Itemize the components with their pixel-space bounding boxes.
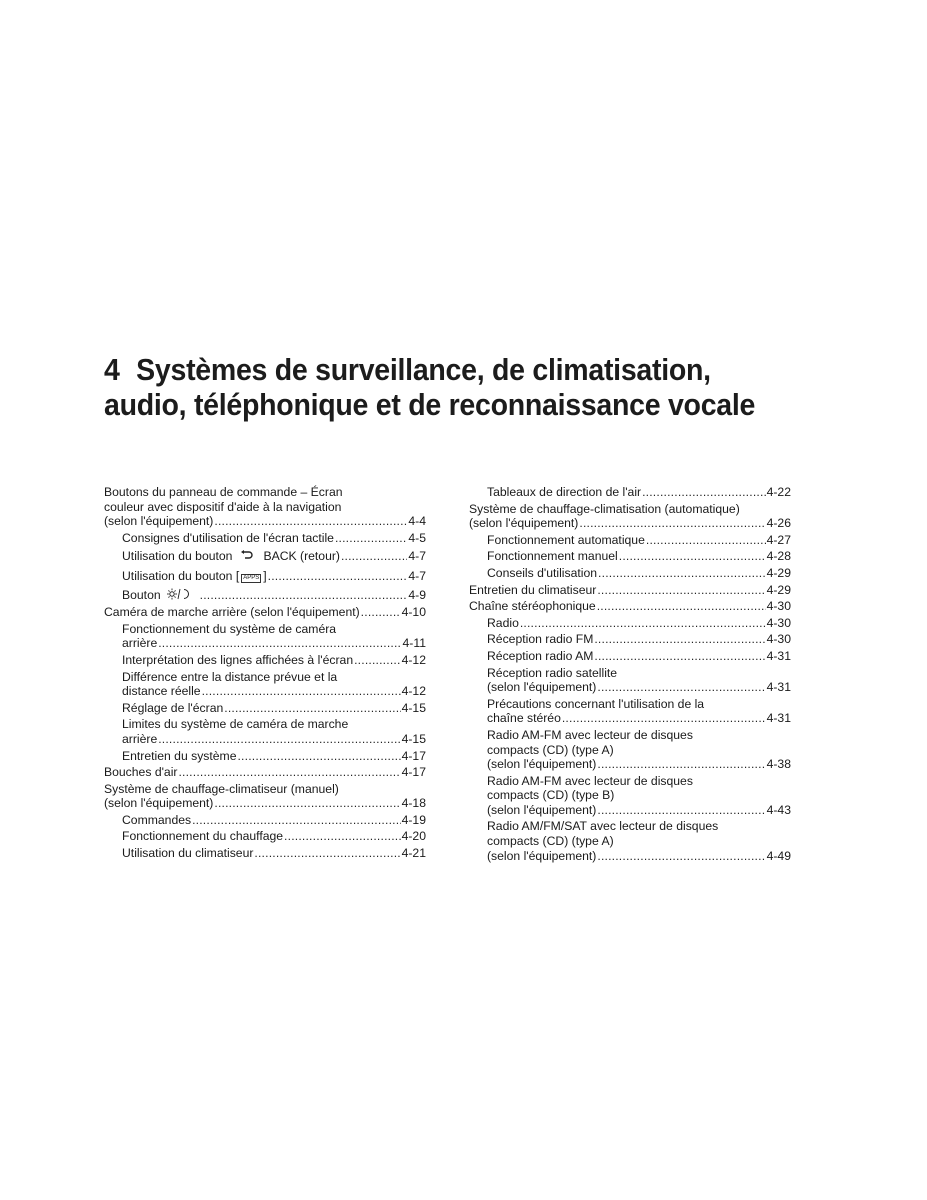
toc-entry-title: Fonctionnement manuel xyxy=(487,549,618,564)
page-number: 4-31 xyxy=(766,711,791,726)
page-number: 4-38 xyxy=(766,757,791,772)
dot-leader xyxy=(335,531,407,546)
toc-entry-line xyxy=(104,605,426,620)
toc-entry-line xyxy=(122,569,426,584)
toc-entry-title: (selon l'équipement) xyxy=(487,802,597,817)
dot-leader xyxy=(214,796,400,811)
dot-leader xyxy=(579,516,765,531)
page-number: 4-7 xyxy=(408,549,426,564)
page-number: 4-10 xyxy=(401,605,426,620)
toc-left-column xyxy=(104,483,426,861)
dot-leader xyxy=(361,605,401,620)
toc-entry[interactable] xyxy=(104,782,426,811)
toc-entry-line xyxy=(122,846,426,861)
dot-leader xyxy=(178,765,400,780)
dot-leader xyxy=(597,680,765,695)
toc-entry-line xyxy=(122,588,426,604)
page-number: 4-15 xyxy=(401,700,426,715)
toc-entry-text: Réception radio satellite xyxy=(487,665,618,680)
dot-leader xyxy=(284,829,401,844)
page-number: 4-30 xyxy=(766,615,791,630)
toc-entry-line xyxy=(122,813,426,828)
dot-leader xyxy=(354,653,400,668)
toc-entry[interactable] xyxy=(469,485,791,500)
dot-leader xyxy=(268,569,408,584)
toc-entry[interactable] xyxy=(104,605,426,620)
toc-entry-text: Limites du système de caméra de marche xyxy=(122,717,349,732)
toc-entry-line xyxy=(487,533,791,548)
toc-entry-text: Système de chauffage-climatisation (automatique) xyxy=(469,501,740,516)
toc-entry-text: compacts (CD) (type A) xyxy=(487,834,614,849)
page-number: 4-18 xyxy=(401,796,426,811)
toc-entry[interactable] xyxy=(469,549,791,564)
toc-entry-text: Boutons du panneau de commande – Écran xyxy=(104,485,343,499)
toc-entry[interactable] xyxy=(469,774,791,818)
toc-entry-line xyxy=(122,732,426,747)
dot-leader xyxy=(158,636,401,651)
toc-entry[interactable] xyxy=(104,549,426,565)
toc-entry[interactable] xyxy=(104,717,426,746)
dot-leader xyxy=(520,616,766,631)
toc-entry-text: Système de chauffage-climatiseur (manuel) xyxy=(104,781,339,796)
page-number: 4-30 xyxy=(766,632,791,647)
back-arrow-icon xyxy=(240,550,253,565)
dot-leader xyxy=(594,632,765,647)
toc-entry-title: chaîne stéréo xyxy=(487,711,561,726)
dot-leader xyxy=(200,588,408,603)
toc-entry-line xyxy=(122,749,426,764)
toc-entry[interactable] xyxy=(469,599,791,614)
sun-moon-icon xyxy=(167,588,189,604)
page-number: 4-49 xyxy=(766,848,791,863)
toc-entry-title: Fonctionnement automatique xyxy=(487,532,645,547)
toc-entry-title-part: ] xyxy=(263,568,267,583)
page-number: 4-17 xyxy=(401,748,426,763)
dot-leader xyxy=(597,849,765,864)
toc-entry-title: Réception radio FM xyxy=(487,632,594,647)
toc-entry[interactable] xyxy=(469,616,791,631)
toc-entry-text: Différence entre la distance prévue et la xyxy=(122,669,338,684)
dot-leader xyxy=(562,711,766,726)
toc-entry-line xyxy=(122,653,426,668)
toc-entry-title: (selon l'équipement) xyxy=(487,680,597,695)
toc-entry-title xyxy=(122,588,199,604)
toc-entry-title: distance réelle xyxy=(122,684,201,699)
toc-entry[interactable] xyxy=(104,846,426,861)
page-number: 4-21 xyxy=(401,846,426,861)
toc-entry-line xyxy=(487,849,791,864)
toc-entry-line xyxy=(487,549,791,564)
toc-entry[interactable] xyxy=(104,813,426,828)
page-number: 4-15 xyxy=(401,731,426,746)
toc-entry-title: Interprétation des lignes affichées à l'écran xyxy=(122,652,354,667)
toc-entry-text: couleur avec dispositif d'aide à la navigation xyxy=(104,499,342,514)
chapter-title-line-1 xyxy=(104,352,831,387)
toc-entry-line xyxy=(122,531,426,546)
toc-entry-title-part: Bouton xyxy=(122,587,161,602)
toc-entry[interactable] xyxy=(469,666,791,695)
page-number: 4-17 xyxy=(401,765,426,780)
page-number: 4-12 xyxy=(401,652,426,667)
toc-entry-line xyxy=(104,765,426,780)
toc-entry-title xyxy=(122,549,340,565)
toc-entry-title: (selon l'équipement) xyxy=(469,516,579,531)
dot-leader xyxy=(192,813,401,828)
toc-entry-title-part: BACK (retour) xyxy=(263,549,340,564)
toc-entry[interactable] xyxy=(104,653,426,668)
toc-entry-title: (selon l'équipement) xyxy=(104,796,214,811)
toc-entry-text: Radio AM-FM avec lecteur de disques xyxy=(487,727,693,742)
toc-entry-title: Conseils d'utilisation xyxy=(487,565,598,580)
toc-entry[interactable] xyxy=(469,533,791,548)
dot-leader xyxy=(597,803,765,818)
toc-entry-line xyxy=(469,583,791,598)
toc-entry-title: Consignes d'utilisation de l'écran tactile xyxy=(122,530,334,545)
chapter-number: 4 xyxy=(104,352,120,387)
page-number: 4-22 xyxy=(766,485,791,499)
toc-entry-line xyxy=(104,796,426,811)
toc-entry-title: Bouches d'air xyxy=(104,765,178,780)
toc-entry[interactable] xyxy=(104,588,426,604)
dot-leader xyxy=(341,549,407,564)
dot-leader xyxy=(224,701,400,716)
toc-entry-title: arrière xyxy=(122,731,158,746)
toc-entry-line xyxy=(487,485,791,500)
toc-entry-title: (selon l'équipement) xyxy=(104,514,214,529)
toc-entry[interactable] xyxy=(104,749,426,764)
dot-leader xyxy=(594,649,765,664)
toc-entry-title: Tableaux de direction de l'air xyxy=(487,485,642,499)
toc-entry-line xyxy=(122,701,426,716)
page-number: 4-29 xyxy=(766,565,791,580)
page-number: 4-12 xyxy=(401,684,426,699)
dot-leader xyxy=(597,757,765,772)
toc-entry[interactable] xyxy=(104,829,426,844)
toc-entry-text: Précautions concernant l'utilisation de la xyxy=(487,696,705,711)
toc-entry[interactable] xyxy=(469,583,791,598)
toc-entry-title xyxy=(122,569,267,584)
dot-leader xyxy=(597,599,766,614)
page-number: 4-9 xyxy=(408,587,426,602)
dot-leader xyxy=(237,749,400,764)
toc-entry-line xyxy=(487,566,791,581)
apps-icon: APPS xyxy=(243,574,260,581)
toc-entry-line xyxy=(487,711,791,726)
toc-entry-line xyxy=(122,636,426,651)
toc-entry-title: Radio xyxy=(487,615,519,630)
toc-entry[interactable] xyxy=(104,670,426,699)
toc-entry[interactable] xyxy=(469,649,791,664)
page-number: 4-31 xyxy=(766,680,791,695)
toc-entry[interactable] xyxy=(469,632,791,647)
toc-entry-line xyxy=(487,632,791,647)
toc-entry-title-part: Utilisation du bouton [ xyxy=(122,568,240,583)
chapter-title xyxy=(104,352,831,422)
toc-entry-line xyxy=(122,549,426,565)
toc-entry-title: Utilisation du climatiseur xyxy=(122,846,254,861)
page-number: 4-5 xyxy=(408,530,426,545)
toc-entry-line xyxy=(487,757,791,772)
toc-entry-text: Radio AM/FM/SAT avec lecteur de disques xyxy=(487,819,719,834)
dot-leader xyxy=(214,514,407,529)
toc-entry-text: Radio AM-FM avec lecteur de disques xyxy=(487,773,693,788)
dot-leader xyxy=(642,485,766,500)
toc-entry-title: Chaîne stéréophonique xyxy=(469,599,596,614)
page-number: 4-30 xyxy=(766,599,791,614)
toc-entry-line xyxy=(469,599,791,614)
toc-entry[interactable] xyxy=(104,569,426,584)
toc-entry-line xyxy=(122,829,426,844)
toc-entry[interactable] xyxy=(104,701,426,716)
toc-entry-title: Caméra de marche arrière (selon l'équipement) xyxy=(104,605,360,620)
page-number: 4-43 xyxy=(766,802,791,817)
toc-entry[interactable] xyxy=(104,531,426,546)
toc-entry-title: Réception radio AM xyxy=(487,648,594,663)
toc-entry-text: Fonctionnement du système de caméra xyxy=(122,621,337,636)
dot-leader xyxy=(619,549,766,564)
toc-entry[interactable] xyxy=(469,502,791,531)
toc-entry[interactable] xyxy=(104,765,426,780)
page-number: 4-20 xyxy=(401,829,426,844)
toc-entry-title: Commandes xyxy=(122,812,192,827)
dot-leader xyxy=(598,566,766,581)
toc-entry[interactable] xyxy=(469,819,791,863)
toc-entry-title: (selon l'équipement) xyxy=(487,848,597,863)
page-number: 4-29 xyxy=(766,582,791,597)
page-number: 4-4 xyxy=(408,514,426,529)
toc-entry[interactable] xyxy=(469,728,791,772)
chapter-title-text-1: Systèmes de surveillance, de climatisation, xyxy=(136,352,711,387)
toc-entry-title: Entretien du système xyxy=(122,748,237,763)
toc-entry-title: Fonctionnement du chauffage xyxy=(122,829,284,844)
toc-entry-title: Entretien du climatiseur xyxy=(469,582,597,597)
dot-leader xyxy=(158,732,400,747)
toc-entry[interactable] xyxy=(104,485,426,529)
page-number: 4-26 xyxy=(766,516,791,531)
toc-entry-line xyxy=(487,803,791,818)
dot-leader xyxy=(254,846,400,861)
dot-leader xyxy=(646,533,766,548)
page-number: 4-11 xyxy=(402,636,426,651)
toc-entry-line xyxy=(469,516,791,531)
page-number: 4-7 xyxy=(408,568,426,583)
toc-entry-title: (selon l'équipement) xyxy=(487,757,597,772)
dot-leader xyxy=(597,583,765,598)
toc-entry-title: arrière xyxy=(122,636,158,651)
chapter-title-line-2: audio, téléphonique et de reconnaissance vocale xyxy=(104,387,756,422)
toc-entry-text: compacts (CD) (type A) xyxy=(487,742,614,757)
toc-entry[interactable] xyxy=(469,566,791,581)
toc-entry-title-part: Utilisation du bouton xyxy=(122,549,233,564)
page-number: 4-28 xyxy=(766,549,791,564)
toc-right-column xyxy=(469,483,791,863)
toc-entry-title: Réglage de l'écran xyxy=(122,700,224,715)
toc-entry-line xyxy=(487,616,791,631)
page-number: 4-31 xyxy=(766,648,791,663)
toc-entry[interactable] xyxy=(104,622,426,651)
toc-entry[interactable] xyxy=(469,697,791,726)
toc-entry-line xyxy=(487,649,791,664)
toc-entry-line xyxy=(487,680,791,695)
dot-leader xyxy=(202,684,401,699)
toc-entry-line xyxy=(122,684,426,699)
toc-entry-line xyxy=(104,514,426,529)
page-number: 4-19 xyxy=(401,812,426,827)
toc-entry-text: compacts (CD) (type B) xyxy=(487,788,615,803)
page-number: 4-27 xyxy=(766,532,791,547)
